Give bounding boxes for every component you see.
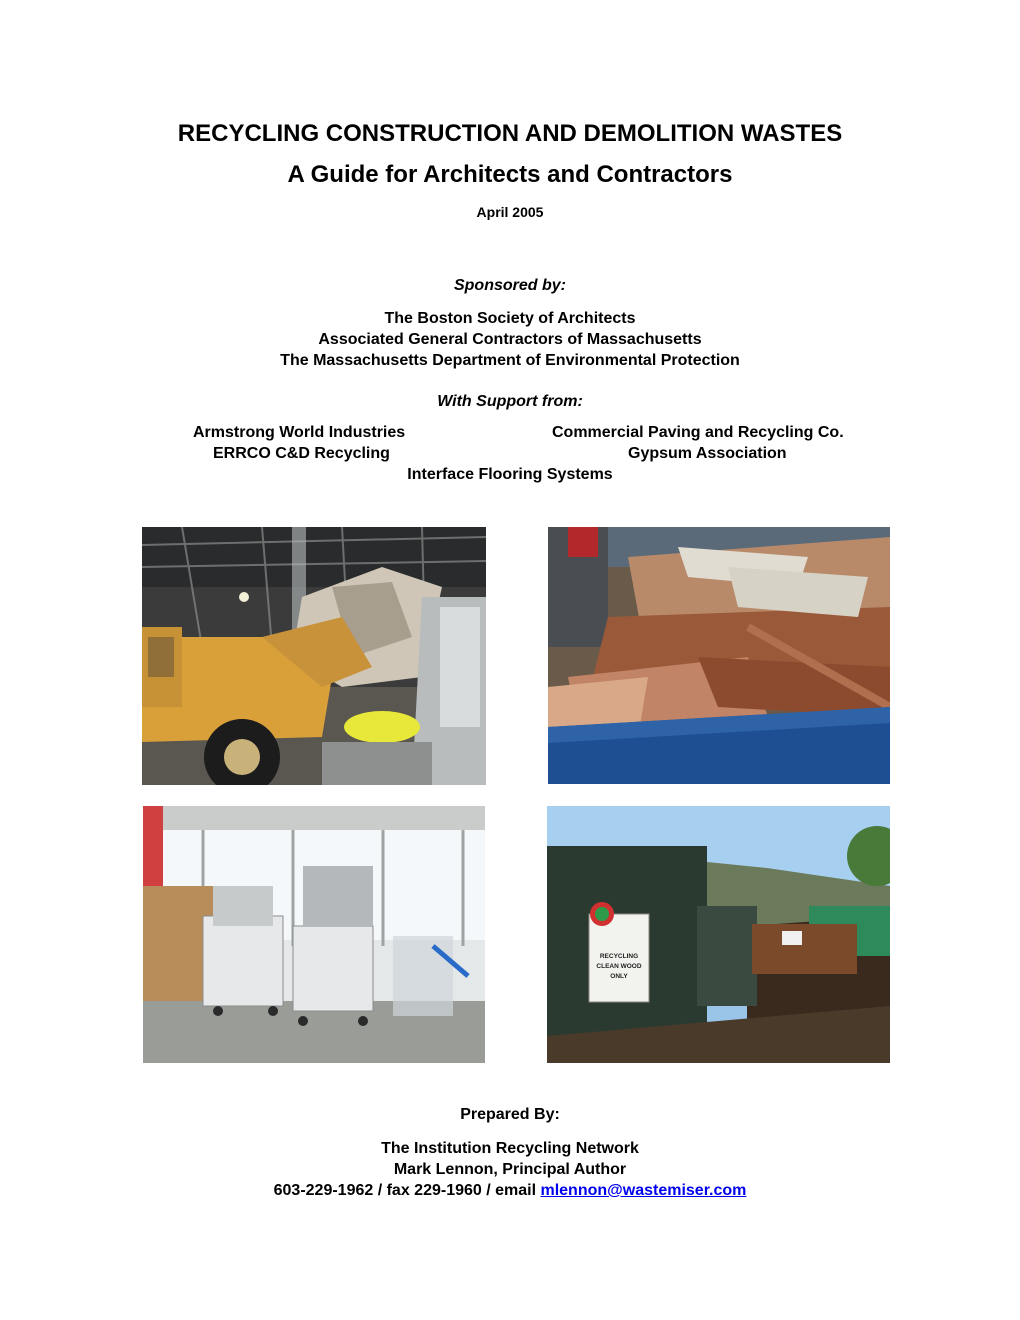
support-item: Armstrong World Industries [193,424,406,441]
document-title: RECYCLING CONSTRUCTION AND DEMOLITION WASTES [177,120,843,147]
sponsor-item: Associated General Contractors of Massachusetts [318,331,702,348]
preparer-author: Mark Lennon, Principal Author [393,1161,627,1178]
prepared-heading: Prepared By: [460,1106,560,1123]
support-heading: With Support from: [437,393,583,410]
preparer-organization: The Institution Recycling Network [381,1140,639,1157]
support-item: Commercial Paving and Recycling Co. [552,424,844,441]
wood-scrap-dumpster-photo [548,527,890,784]
sponsored-heading: Sponsored by: [453,277,566,294]
sign-line: ONLY [610,973,628,980]
document-subtitle: A Guide for Architects and Contractors [287,161,733,188]
sponsor-list [0,308,1020,371]
document-date: April 2005 [476,204,544,220]
prepared-block [0,1138,1020,1201]
outdoor-dumpsters-photo [547,806,890,1063]
sponsor-item: The Massachusetts Department of Environmental Protection [280,352,740,369]
contact-details: 603-229-1962 / fax 229-1960 / email [273,1182,541,1199]
support-item: ERRCO C&D Recycling [213,445,390,462]
sign-line: CLEAN WOOD [596,963,642,970]
collection-carts-photo [143,806,485,1063]
sponsor-item: The Boston Society of Architects [384,310,636,327]
preparer-contact [0,1180,1020,1201]
support-item: Interface Flooring Systems [407,466,613,483]
sign-line: RECYCLING [599,953,639,960]
support-item: Gypsum Association [628,445,787,462]
email-link[interactable]: mlennon@wastemiser.com [540,1182,747,1199]
loader-dumping-debris-photo [142,527,486,785]
